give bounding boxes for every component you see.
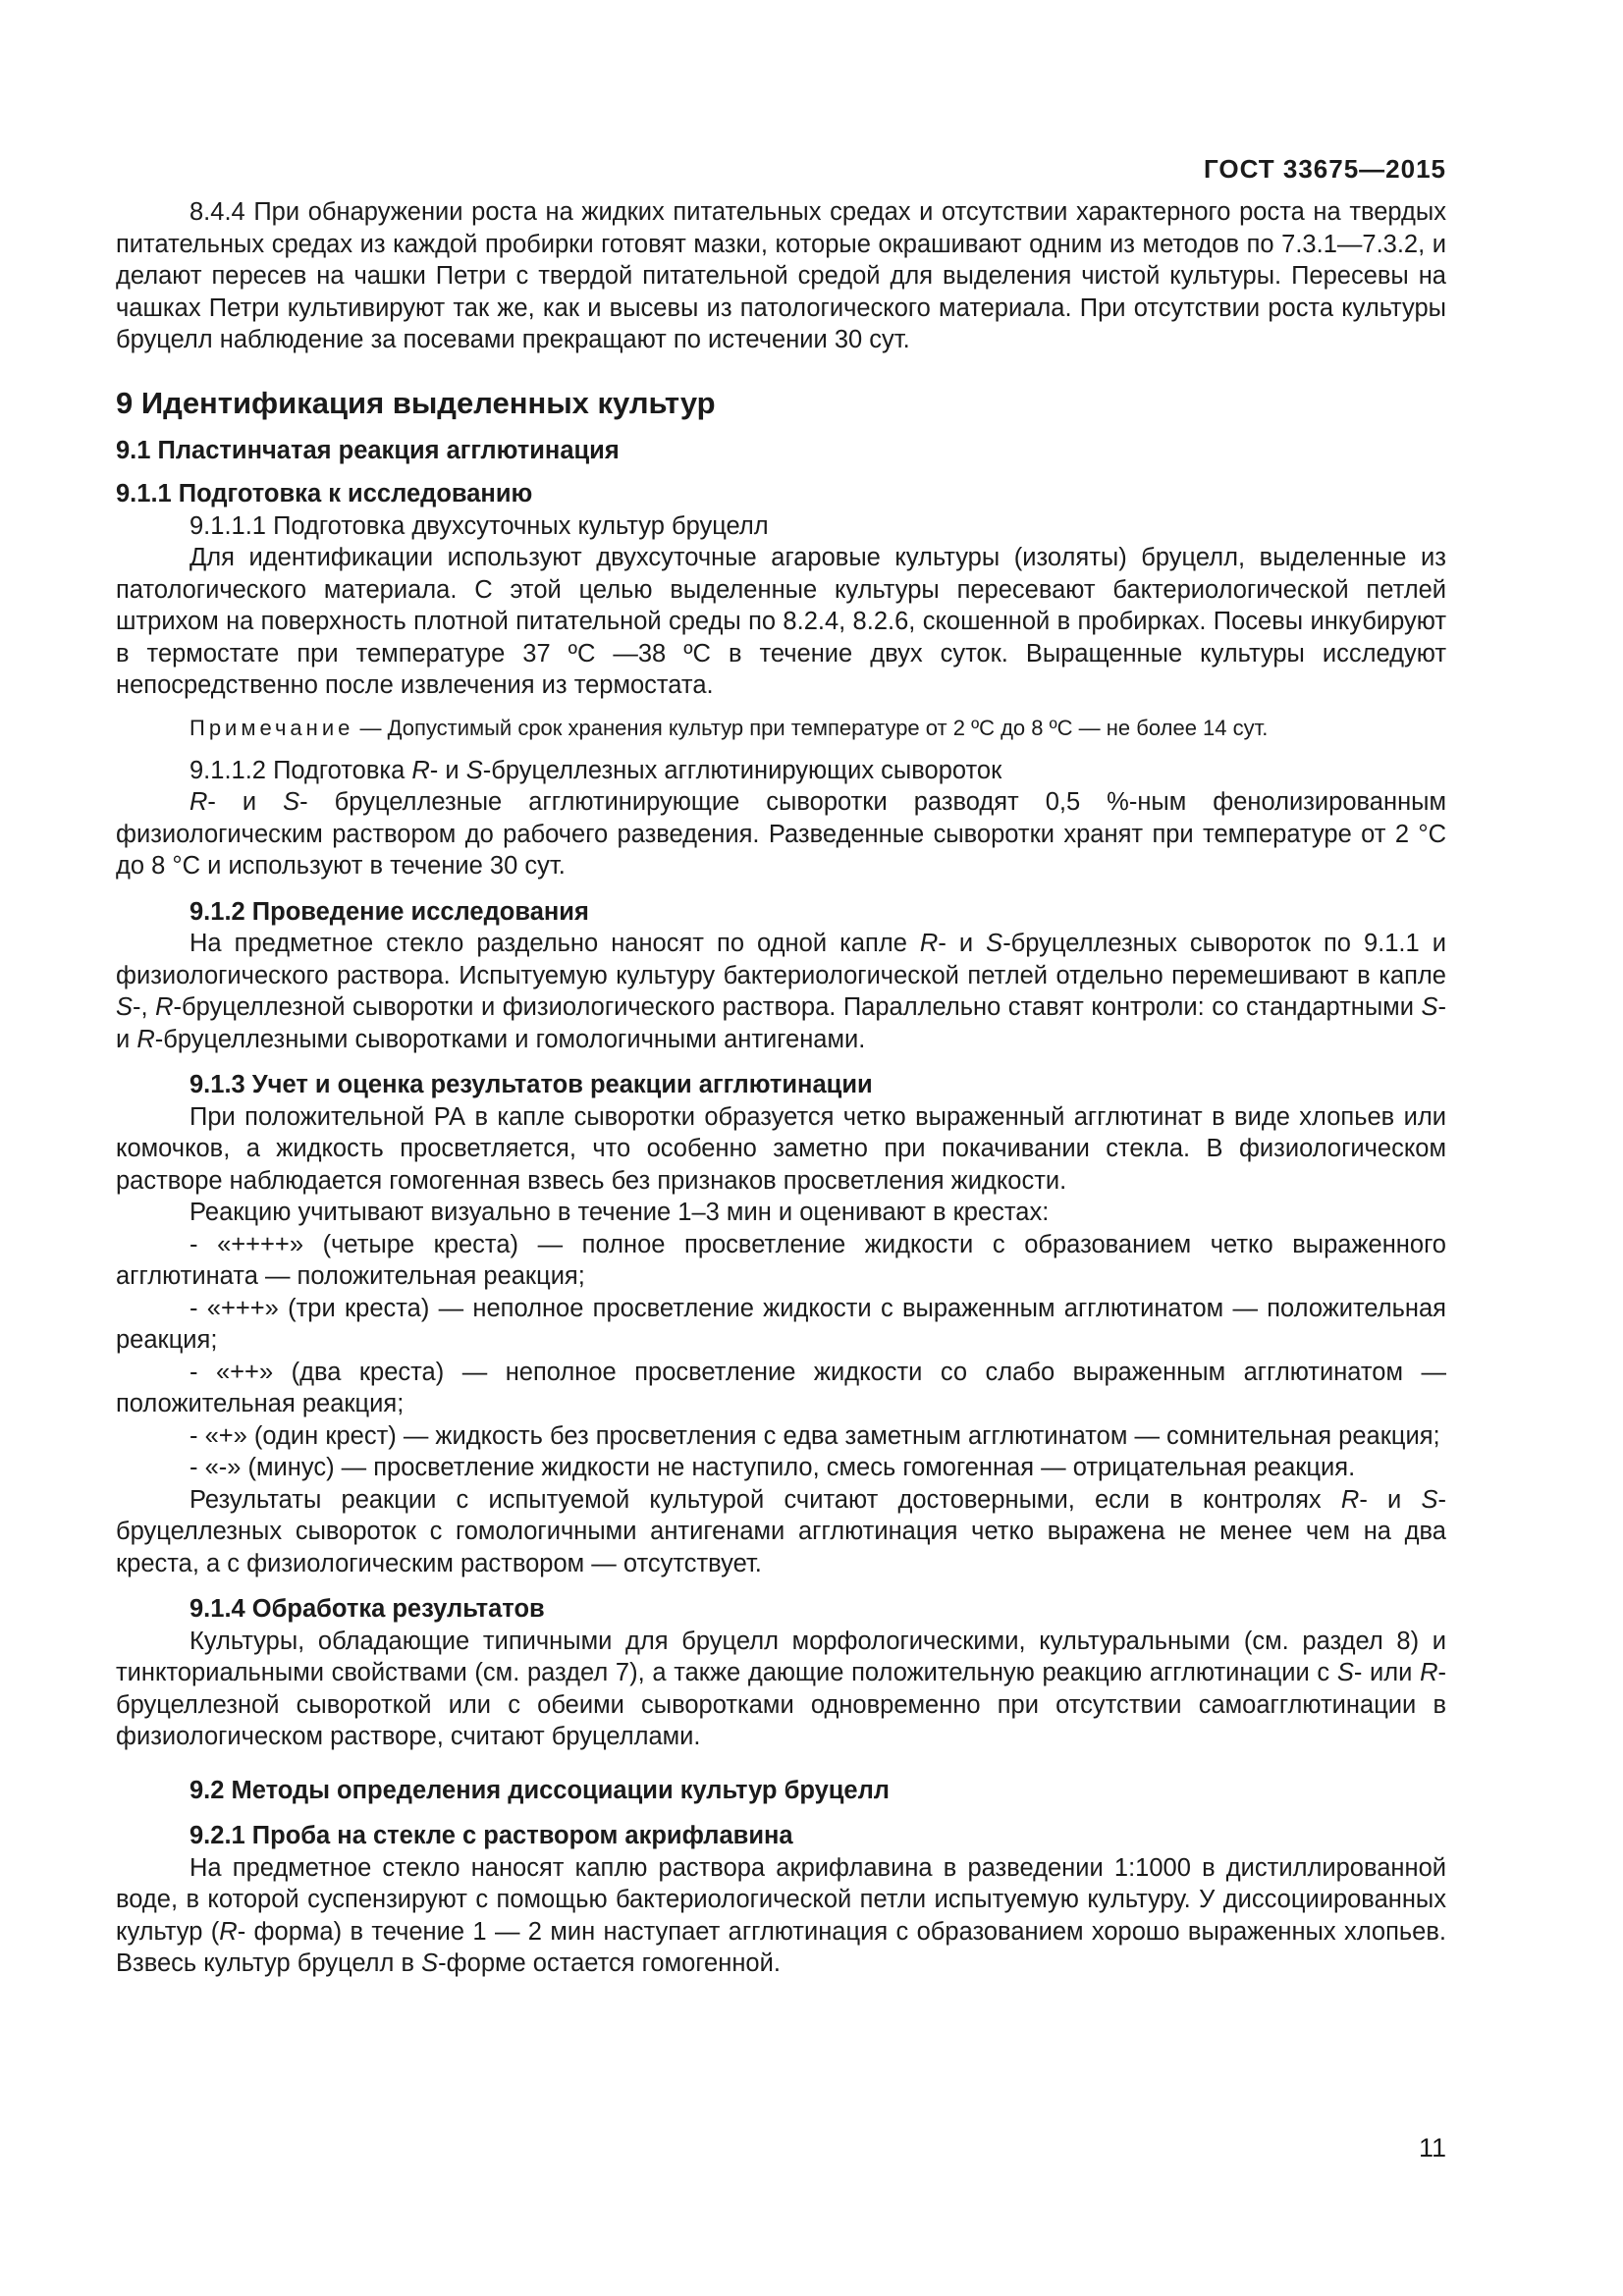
clause-9-1-1-2-text: R- и S- бруцеллезные агглютинирующие сыворотки разводят 0,5 %-ным фенолизированным физиологическим раствором до рабочего разведения. Разведенные сыворотки хранят при температуре от 2 °С до 8 °С и используют в течение 30 сут. (116, 788, 1447, 880)
subsection-9-1-2-text: На предметное стекло раздельно наносят по одной капле R- и S-бруцеллезных сывороток по 9.1.1 и физиологического раствора. Испытуемую культуру бактериологической петлей отдельно перемешивают в капле S-, R-бруцеллезной сыворотки и физиологического раствора. Параллельно ставят контроли: со стандартными S- и R-бруцеллезными сыворотками и гомологичными антигенами. (116, 930, 1446, 1053)
subsection-9-1-3-para-2: Реакцию учитывают визуально в течение 1–3 мин и оценивают в крестах: (189, 1199, 1050, 1226)
subsection-9-1-2-heading: 9.1.2 Проведение исследования (189, 897, 589, 926)
subsection-9-1-3-heading: 9.1.3 Учет и оценка результатов реакции агглютинации (189, 1071, 873, 1098)
note (189, 714, 1446, 743)
subsection-9-1-4-text: Культуры, обладающие типичными для бруцелл морфологическими, культуральными (см. раздел 8) и тинкториальными свойствами (см. раздел 7), а также дающие положительную реакцию агглютинации с S- или R-бруцеллезной сывороткой или с обеими сыворотками одновременно при отсутствии самоагглютинации в физиологическом растворе, считают бруцеллами. (116, 1627, 1447, 1750)
subsection-9-1-1-heading: 9.1.1 Подготовка к исследованию (116, 480, 533, 507)
clause-9-1-1-2-heading: 9.1.1.2 Подготовка R- и S-бруцеллезных агглютинирующих сывороток (189, 756, 1002, 784)
subsection-9-1-3-para-1: При положительной РА в капле сыворотки образуется четко выраженный агглютинат в виде хлопьев или комочков, а жидкость просветляется, что особенно заметно при покачивании стекла. В физиологическом растворе наблюдается гомогенная взвесь без признаков просветления жидкости. (116, 1102, 1446, 1195)
subsection-9-1-heading: 9.1 Пластинчатая реакция агглютинация (116, 436, 620, 464)
subsection-9-2-heading: 9.2 Методы определения диссоциации культур бруцелл (189, 1776, 891, 1804)
subsection-9-2-1-heading: 9.2.1 Проба на стекле с раствором акрифлавина (189, 1822, 793, 1849)
clause-9-1-1-1-text: Для идентификации используют двухсуточные агаровые культуры (изоляты) бруцелл, выделенные из патологического материала. С этой целью выделенные культуры пересевают бактериологической петлей штрихом на поверхность плотной питательной среды по 8.2.4, 8.2.6, скошенной в пробирках. Посевы инкубируют в термостате при температуре 37 ºС —38 ºС в течение двух суток. Выращенные культуры исследуют непосредственно после извлечения из термостата. (116, 544, 1446, 699)
standard-code: ГОСТ 33675—2015 (1204, 154, 1446, 184)
list-item: - «++» (два креста) — неполное просветление жидкости со слабо выраженным агглютинатом — положительная реакция; (116, 1358, 1446, 1417)
note-label: Примечание (189, 715, 354, 740)
note-text: — Допустимый срок хранения культур при температуре от 2 ºС до 8 ºС — не более 14 сут. (353, 715, 1269, 740)
list-item: - «+++» (три креста) — неполное просветление жидкости с выраженным агглютинатом — положительная реакция; (116, 1294, 1446, 1354)
subsection-9-1-3-para-3: Результаты реакции с испытуемой культурой считают достоверными, если в контролях R- и S-бруцеллезных сывороток с гомологичными антигенами агглютинация четко выражена не менее чем на два креста, а с физиологическим раствором — отсутствует. (116, 1485, 1446, 1577)
subsection-9-1-4-heading: 9.1.4 Обработка результатов (189, 1595, 545, 1623)
list-item: - «++++» (четыре креста) — полное просветление жидкости с образованием четко выраженного агглютината — положительная реакция; (116, 1230, 1446, 1290)
list-item: - «-» (минус) — просветление жидкости не наступило, смесь гомогенная — отрицательная реакция. (189, 1454, 1356, 1481)
clause-9-1-1-1-heading: 9.1.1.1 Подготовка двухсуточных культур бруцелл (189, 511, 769, 540)
section-9-heading: 9 Идентификация выделенных культур (116, 385, 716, 420)
subsection-9-2-1-text: На предметное стекло наносят каплю раствора акрифлавина в разведении 1:1000 в дистиллированной воде, в которой суспензируют с помощью бактериологической петли испытуемую культуру. У диссоциированных культур (R- форма) в течение 1 — 2 мин наступает агглютинация с образованием хорошо выраженных хлопьев. Взвесь культур бруцелл в S-форме остается гомогенной. (116, 1853, 1446, 1977)
paragraph-8-4-4: 8.4.4 При обнаружении роста на жидких питательных средах и отсутствии характерного роста на твердых питательных средах из каждой пробирки готовят мазки, которые окрашивают одним из методов по 7.3.1—7.3.2, и делают пересев на чашки Петри с твердой питательной средой для выделения чистой культуры. Пересевы на чашках Петри культивируют так же, как и высевы из патологического материала. При отсутствии роста культуры бруцелл наблюдение за посевами прекращают по истечении 30 сут. (116, 198, 1446, 353)
page-body (116, 196, 1446, 1980)
page-number: 11 (1418, 2133, 1446, 2163)
list-item: - «+» (один крест) — жидкость без просветления с едва заметным агглютинатом — сомнительная реакция; (189, 1421, 1440, 1450)
